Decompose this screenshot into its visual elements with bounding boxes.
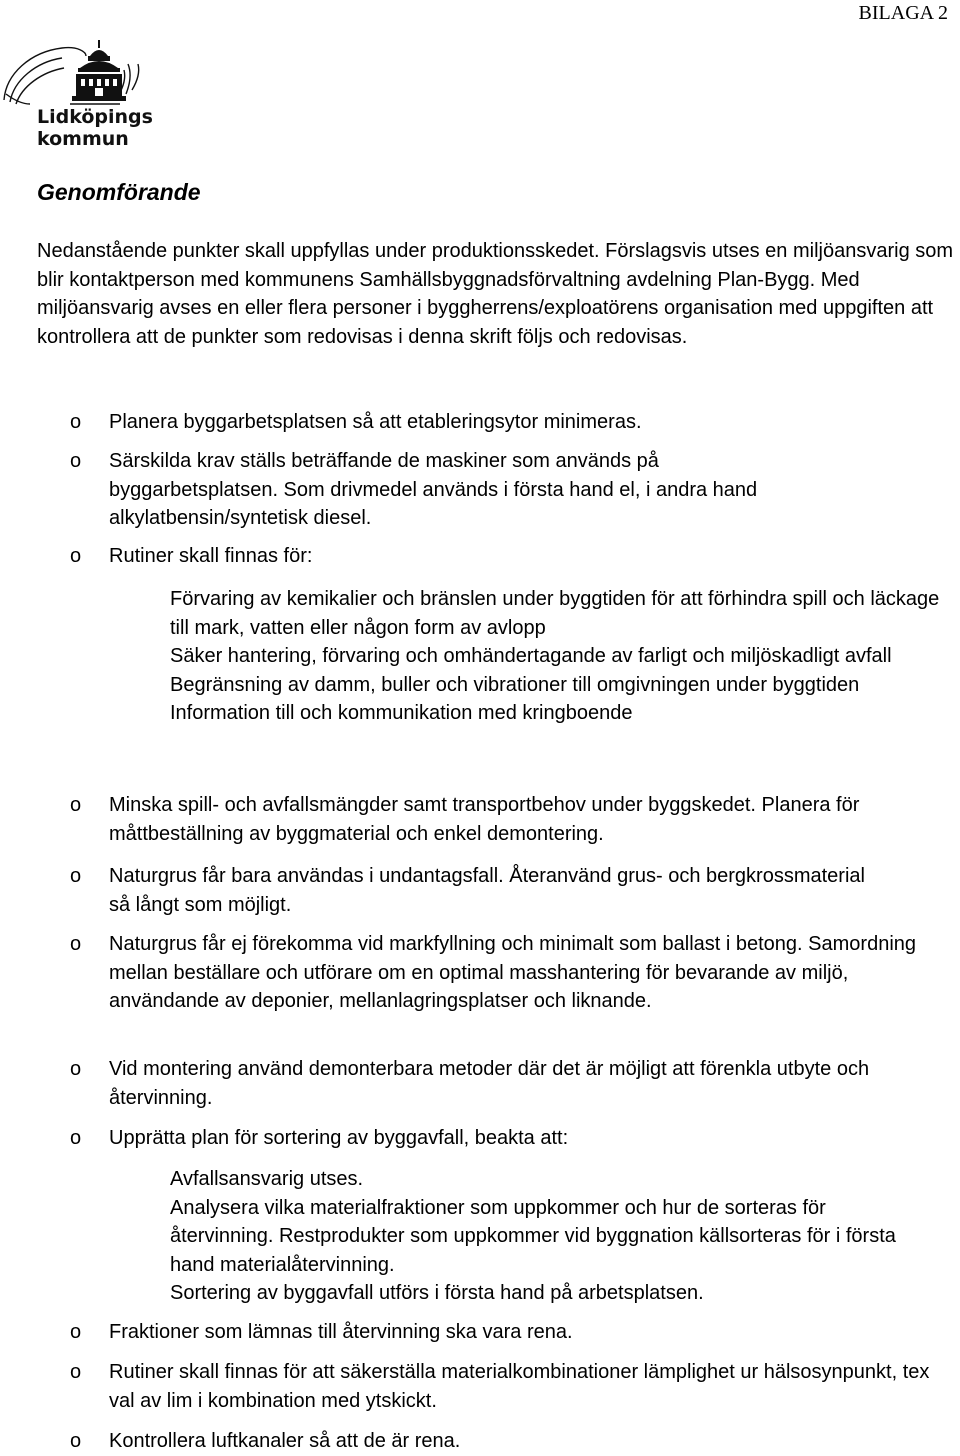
sublist-item: Avfallsansvarig utses. — [170, 1168, 364, 1190]
sublist-item: Analysera vilka materialfraktioner som uppkommer och hur de sorteras för återvinning. Restprodukter som uppkommer vid byggnation källsorteras för i första hand materialåtervinning. — [170, 1196, 896, 1276]
bullet-icon: o — [70, 1058, 82, 1080]
list-item-text: Fraktioner som lämnas till återvinning ska vara rena. — [109, 1321, 573, 1343]
sublist-item: Sortering av byggavfall utförs i första hand på arbetsplatsen. — [170, 1282, 704, 1304]
bullet-icon: o — [70, 450, 82, 472]
bullet-icon: o — [70, 794, 82, 816]
sublist-item: Information till och kommunikation med kringboende — [170, 702, 633, 724]
bullet-icon: o — [70, 1321, 82, 1343]
list-item-text: Kontrollera luftkanaler så att de är rena. — [109, 1430, 461, 1452]
list-item-text: Naturgrus får ej förekomma vid markfyllning och minimalt som ballast i betong. Samordning mellan beställare och utförare om en optimal masshantering för bevarande av miljö, användande av deponier, mellanlagringsplatser och liknande. — [109, 933, 917, 1012]
logo-wordmark — [37, 106, 153, 150]
sublist-item: Säker hantering, förvaring och omhändertagande av farligt och miljöskadligt avfall — [170, 645, 892, 667]
list-item-text: Vid montering använd demonterbara metoder där det är möjligt att förenkla utbyte och återvinning. — [109, 1058, 870, 1109]
bullet-icon: o — [70, 1127, 82, 1149]
intro-paragraph: Nedanstående punkter skall uppfyllas under produktionsskedet. Förslagsvis utses en miljöansvarig som blir kontaktperson med kommunens Samhällsbyggnadsförvaltning avdelning Plan-Bygg. Med miljöansvarig avses en eller flera personer i byggherrens/exploatörens organisation med uppgiften att kontrollera att de punkter som redovisas i denna skrift följs och redovisas. — [37, 240, 954, 348]
bullet-icon: o — [70, 1430, 82, 1452]
bullet-icon: o — [70, 545, 82, 567]
sublist-item: Förvaring av kemikalier och bränslen under byggtiden för att förhindra spill och läckage till mark, vatten eller någon form av avlopp — [170, 588, 940, 639]
list-item-text: Upprätta plan för sortering av byggavfall, beakta att: — [109, 1127, 569, 1149]
logo-line-2: kommun — [37, 128, 129, 150]
bullet-icon: o — [70, 933, 82, 955]
section-heading: Genomförande — [37, 179, 201, 205]
rutiner-sublist — [170, 585, 950, 728]
sortering-sublist — [170, 1165, 920, 1308]
bullet-icon: o — [70, 411, 82, 433]
list-item-text: Särskilda krav ställs beträffande de maskiner som används på byggarbetsplatsen. Som drivmedel används i första hand el, i andra hand alkylatbensin/syntetisk diesel. — [109, 450, 758, 529]
bullet-icon: o — [70, 865, 82, 887]
list-item-text: Rutiner skall finnas för att säkerställa materialkombinationer lämplighet ur hälsosynpunkt, tex val av lim i kombination med ytskickt. — [109, 1361, 930, 1412]
page-label: BILAGA 2 — [858, 2, 948, 24]
list-item-text: Minska spill- och avfallsmängder samt transportbehov under byggskedet. Planera för måttbeställning av byggmaterial och enkel demontering. — [109, 794, 860, 845]
logo-line-1: Lidköpings — [37, 106, 153, 128]
list-item-text: Planera byggarbetsplatsen så att etableringsytor minimeras. — [109, 411, 642, 433]
sublist-item: Begränsning av damm, buller och vibrationer till omgivningen under byggtiden — [170, 673, 860, 696]
bullet-icon: o — [70, 1361, 82, 1383]
list-item-text: Rutiner skall finnas för: — [109, 545, 313, 567]
list-item-text: Naturgrus får bara användas i undantagsfall. Återanvänd grus- och bergkrossmaterial så långt som möjligt. — [109, 865, 865, 916]
